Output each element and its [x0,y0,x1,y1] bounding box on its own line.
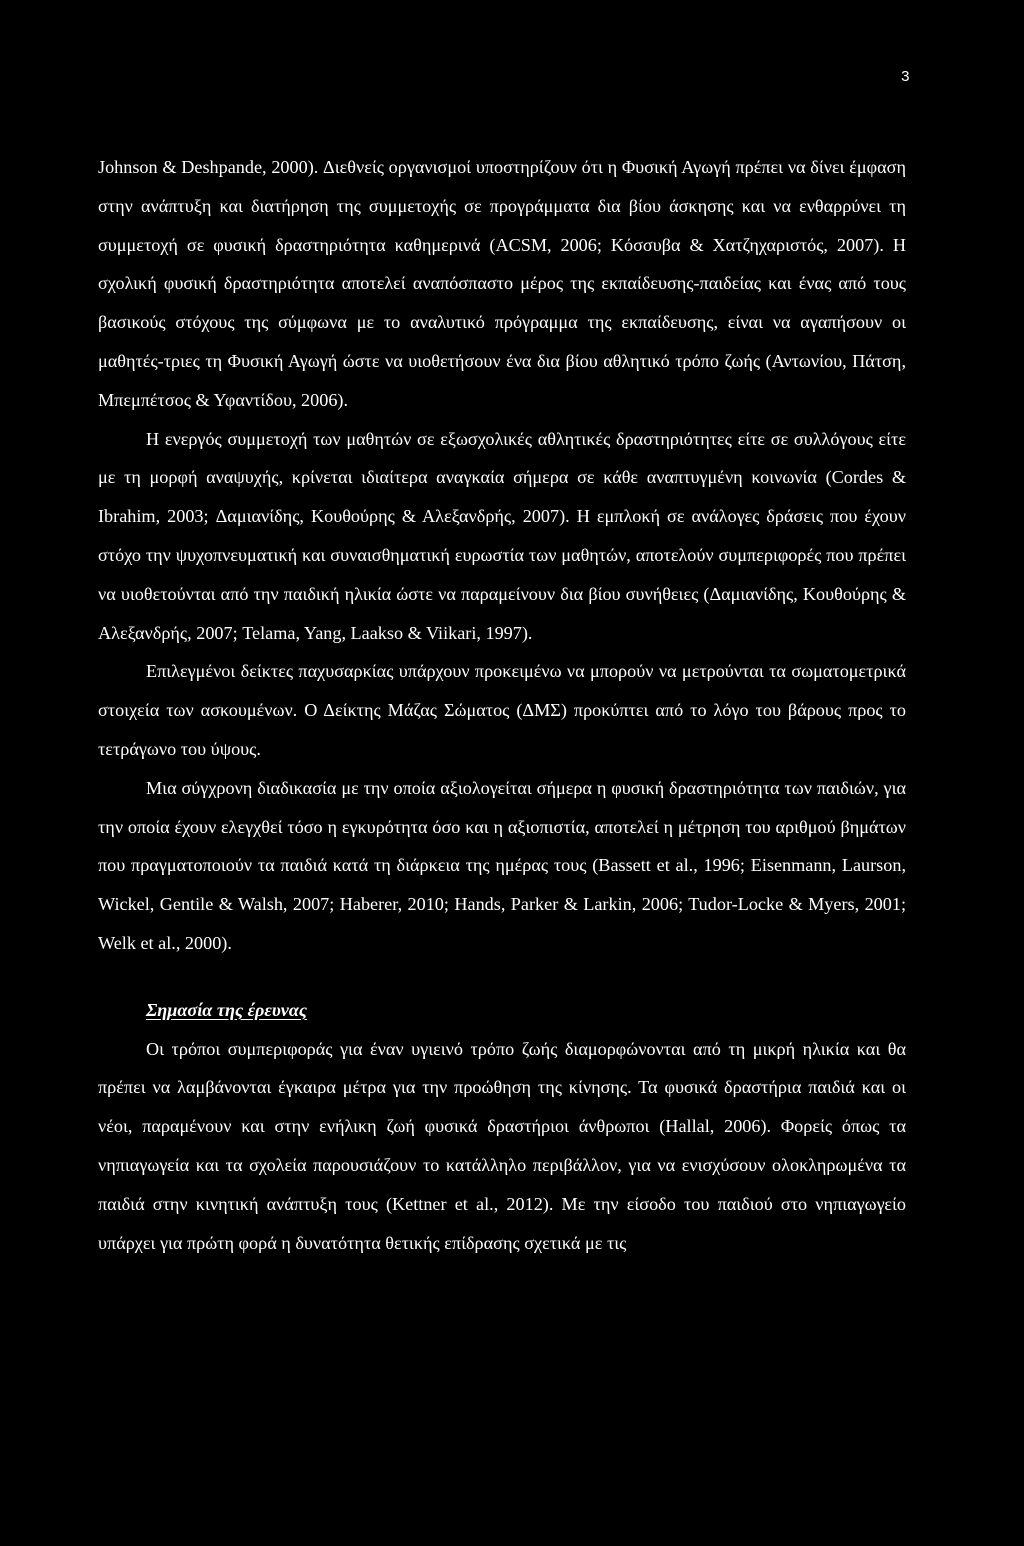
document-body [98,148,906,1262]
paragraph-step-count-measurement: Μια σύγχρονη διαδικασία με την οποία αξιολογείται σήμερα η φυσική δραστηριότητα των παιδιών, για την οποία έχουν ελεγχθεί τόσο η εγκυρότητα όσο και η αξιοπιστία, αποτελεί η μέτρηση του αριθμού βημάτων που πραγματοποιούν τα παιδιά κατά τη διάρκεια της ημέρας τους (Bassett et al., 1996; Eisenmann, Laurson, Wickel, Gentile & Walsh, 2007; Haberer, 2010; Hands, Parker & Larkin, 2006; Tudor-Locke & Myers, 2001; Welk et al., 2000). [98,777,906,953]
paragraph-continued: Johnson & Deshpande, 2000). Διεθνείς οργανισμοί υποστηρίζουν ότι η Φυσική Αγωγή πρέπει να δίνει έμφαση στην ανάπτυξη και διατήρηση της συμμετοχής σε προγράμματα δια βίου άσκησης και να ενθαρρύνει τη συμμετοχή σε φυσική δραστηριότητα καθημερινά (ACSM, 2006; Κόσσυβα & Χατζηχαριστός, 2007). Η σχολική φυσική δραστηριότητα αποτελεί αναπόσπαστο μέρος της εκπαίδευσης-παιδείας και ένας από τους βασικούς στόχους της σύμφωνα με το αναλυτικό πρόγραμμα της εκπαίδευσης, είναι να αγαπήσουν οι μαθητές-τριες τη Φυσική Αγωγή ώστε να υιοθετήσουν ένα δια βίου αθλητικό τρόπο ζωής (Αντωνίου, Πάτση, Μπεμπέτσος & Υφαντίδου, 2006). [98,157,906,410]
paragraph-research-significance: Οι τρόποι συμπεριφοράς για έναν υγιεινό τρόπο ζωής διαμορφώνονται από τη μικρή ηλικία και θα πρέπει να λαμβάνονται έγκαιρα μέτρα για την προώθηση της κίνησης. Τα φυσικά δραστήρια παιδιά και οι νέοι, παραμένουν και στην ενήλικη ζωή φυσικά δραστήριοι άνθρωποι (Hallal, 2006). Φορείς όπως τα νηπιαγωγεία και τα σχολεία παρουσιάζουν το κατάλληλο περιβάλλον, για να ενισχύσουν ολοκληρωμένα τα παιδιά στην κινητική ανάπτυξη τους (Kettner et al., 2012). Με την είσοδο του παιδιού στο νηπιαγωγείο υπάρχει για πρώτη φορά η δυνατότητα θετικής επίδρασης σχετικά με τις [98,1038,906,1253]
section-heading-research-significance: Σημασία της έρευνας [146,999,308,1020]
paragraph-obesity-indicators: Επιλεγμένοι δείκτες παχυσαρκίας υπάρχουν προκειμένω να μπορούν να μετρούνται τα σωματομετρικά στοιχεία των ασκουμένων. Ο Δείκτης Μάζας Σώματος (ΔΜΣ) προκύπτει από το λόγο του βάρους προς το τετράγωνο του ύψους. [98,661,906,759]
paragraph-extracurricular-participation: Η ενεργός συμμετοχή των μαθητών σε εξωσχολικές αθλητικές δραστηριότητες είτε σε συλλόγους είτε με τη μορφή αναψυχής, κρίνεται ιδιαίτερα αναγκαία σήμερα σε κάθε αναπτυγμένη κοινωνία (Cordes & Ibrahim, 2003; Δαμιανίδης, Κουθούρης & Αλεξανδρής, 2007). Η εμπλοκή σε ανάλογες δράσεις που έχουν στόχο την ψυχοπνευματική και συναισθηματική ευρωστία των μαθητών, αποτελούν συμπεριφορές που πρέπει να υιοθετούνται από την παιδική ηλικία ώστε να παραμείνουν δια βίου συνήθειες (Δαμιανίδης, Κουθούρης & Αλεξανδρής, 2007; Telama, Yang, Laakso & Viikari, 1997). [98,428,906,643]
page-number: 3 [901,68,910,85]
